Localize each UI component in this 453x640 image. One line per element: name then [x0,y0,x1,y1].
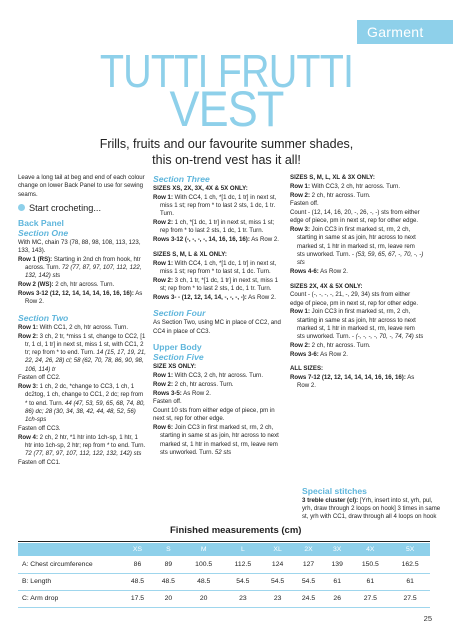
c3b-row3-text: As Row 2. [318,350,348,358]
s2-row3-text: 1 ch, 2 dc, *change to CC3, 1 ch, 1 dc2tog, 1 ch, change to CC1, 2 dc; rep from * to end. Turn. [25,383,144,407]
c3-row4 [290,268,424,276]
s2-row3-count: 44 (47, 53, 59, 65, 68, 74, 80, 86) dc; 28 (30, 34, 38, 42, 44, 48, 52, 56) 1ch-sps [25,399,145,423]
table-cell: 127 [293,556,324,573]
bullet-dot-icon [18,204,25,211]
s1-row1-text: Starting in 2nd ch from hook, htr across. Turn. [25,255,141,271]
start-heading [18,202,146,214]
back-panel-heading: Back Panel [18,217,64,228]
s5-row6-text: Join CC3 in first marked st, rm, 2 ch, starting in same st as join, htr across to next marked st, 1 htr in marked st, rm, leave rem sts unworked. Turn. [160,424,279,456]
table-cell: 139 [324,556,351,573]
c3-row4-lead: Rows 4-6: [290,267,319,275]
s2-row2-count: 14 (15, 17, 19, 21, 22, 24, 26, 28) cl; 58 (62, 70, 78, 86, 90, 98, 106, 114) tr [25,349,146,373]
table-cell: 100.5 [184,556,224,573]
s4-p1: As Section Two, using MC in place of CC2, and CC4 in place of CC3. [153,319,281,335]
table-cell: 48.5 [184,573,224,590]
s2-fasten3: Fasten off CC1. [18,458,61,466]
s1-row2 [18,281,146,289]
s3-row1 [153,194,283,219]
s5-row3-text: As Row 2. [181,389,211,397]
c3-row1-lead: Row 1: [290,182,310,190]
special-stitches-lead: 3 treble cluster (cl): [302,497,359,504]
c3-row3-lead: Row 3: [290,226,310,233]
s2-row1-lead: Row 1: [18,323,38,331]
table-cell: 86 [122,556,153,573]
table-header-cell [18,543,122,556]
c3-sizes-heading1-text: SIZES S, M, L, XL & 3X ONLY: [290,174,375,181]
c3-fasten: Fasten off. [290,200,319,208]
s2-row2-text: 3 ch, 2 tr, *miss 1 st, change to CC2, [1 tr, 1 cl, 1 tr] in next st, miss 1 st, with CC1, 2 tr; rep from * to end. Turn. [25,332,146,356]
s3b-row1-lead: Row 1: [153,259,173,267]
table-header-cell: XS [122,543,153,556]
s5-row1 [153,372,283,380]
s3-row2 [153,219,283,236]
s3b-row3-text: As Row 2. [246,293,276,301]
page-number: 25 [423,614,432,623]
s3-row2-text: 1 ch, *[1 dc, 1 tr] in next st, miss 1 st; rep from * to last 2 sts, 1 dc, 1 tr. Turn. [160,219,275,235]
c3-row2 [290,192,424,200]
table-cell: 17.5 [122,590,153,607]
table-cell: 162.5 [390,556,430,573]
c3-row1 [290,183,424,191]
table-cell: 124 [262,556,293,573]
table-cell: 112.5 [224,556,263,573]
c3-row3 [290,226,424,267]
s1-row1 [18,256,146,281]
s5-row2 [153,381,283,389]
s3b-sizes-heading-text: SIZES S, M, L & XL ONLY: [153,250,227,258]
table-cell: 61 [390,573,430,590]
table-cell: 27.5 [390,590,430,607]
s3b-row2-lead: Row 2: [153,276,173,284]
table-row [18,573,430,590]
s2-fasten1: Fasten off CC2. [18,374,61,382]
s5-row2-lead: Row 2: [153,380,173,388]
table-cell: 24.5 [293,590,324,607]
c3-row2-text: 2 ch, htr across. Turn. [309,191,371,199]
c3-row2-lead: Row 2: [290,191,310,199]
c3b-row2-text: 2 ch, htr across. Turn. [309,341,371,349]
s3b-row3 [153,294,283,302]
page-title-line1: TUTTI FRUTTI [99,45,354,97]
measurements-heading: Finished measurements (cm) [170,525,302,536]
table-cell: 23 [262,590,293,607]
table-cell: 54.5 [293,573,324,590]
section-badge: Garment [357,20,453,44]
table-cell: 26 [324,590,351,607]
section-five-heading: Section Five [153,352,204,363]
table-cell: 20 [184,590,224,607]
s2-row3 [18,383,146,424]
table-header-cell: S [153,543,184,556]
s2-row1 [18,324,146,332]
s3-sizes-heading [153,185,283,193]
c3-p1: Count - (12, 14, 16, 20, -, 26, -, -) sts from either edge of piece, pm in next st, rep for other edge. [290,209,420,225]
s1-row1-lead: Row 1 (RS): [18,255,53,263]
section-one-heading: Section One [18,227,69,238]
c3b-row2 [290,342,424,350]
s5-size-heading-text: SIZE XS ONLY: [153,363,197,371]
c3-p2: Count - (-, -, -, -, 21, -, 29, 34) sts from either edge of piece, pm in next st, rep for other edge. [290,291,419,307]
c3-row3-text: Join CC3 in first marked st, rm, 2 ch, starting in same st as join, htr across to next marked st, 1 htr in marked st, rm, leave rem sts unworked. Turn. [297,226,416,258]
s1-row2-lead: Row 2 (WS): [18,281,54,288]
c3-all-sizes-heading-text: ALL SIZES: [290,365,324,373]
s1-row3 [18,290,146,307]
table-cell: 48.5 [153,573,184,590]
s1-row3-text: As Row 2. [25,289,143,305]
start-label: Start crocheting... [29,202,102,213]
table-cell: 23 [224,590,263,607]
special-stitches-heading: Special stitches [302,486,367,496]
s2-row2-lead: Row 2: [18,332,38,340]
c3b-row3 [290,351,424,359]
column-2 [153,174,283,458]
upper-body-heading: Upper Body [153,342,202,353]
c3-sizes-heading2-text: SIZES 2X, 4X & 5X ONLY: [290,282,363,290]
table-header-row [18,543,430,556]
c3-row1-text: With CC3, 2 ch, htr across. Turn. [309,182,401,190]
intro-text: Leave a long tail at beg and end of each colour change on lower Back Panel to use for sewing seams. [18,174,145,198]
c3b-row3-lead: Rows 3-6: [290,350,319,358]
table-cell: B: Length [18,573,122,590]
s2-row4 [18,434,146,459]
s2-row2 [18,333,146,374]
c3-row3-count: - (53, 59, 65, 67, -, 70, -, -) sts [297,250,424,266]
s2-row4-text: 2 ch, 2 htr, *1 htr into 1ch-sp, 1 htr, 1 htr into 1ch-sp, 2 htr; rep from * to end. Turn. [25,433,146,449]
c3-row4-text: As Row 2. [318,267,348,275]
s3b-row1-text: With CC4, 1 ch, *[1 dc, 1 tr] in next st, miss 1 st; rep from * to last st, 1 dc. Turn. [160,259,277,275]
s1-row2-text: 2 ch, htr across. Turn. [53,281,115,288]
s3-row3-lead: Rows 3-12 (-, -, -, -, 14, 16, 16, 16): [153,236,250,243]
s3-row3-text: As Row 2. [249,236,279,243]
table-header-cell: 3X [324,543,351,556]
page-title-line2: VEST [169,81,284,137]
table-cell: 61 [350,573,390,590]
special-stitches-box [302,486,442,542]
c3b-row1 [290,308,424,341]
table-header-cell: M [184,543,224,556]
table-header-cell: L [224,543,263,556]
table-row [18,556,430,573]
s5-row2-text: 2 ch, htr across. Turn. [172,380,234,388]
table-cell: C: Arm drop [18,590,122,607]
table-cell: 48.5 [122,573,153,590]
table-cell: 150.5 [350,556,390,573]
c3-sizes-heading1 [290,174,424,182]
table-cell: A: Chest circumference [18,556,122,573]
c3b-row1-text: Join CC3 in first marked st, rm, 2 ch, starting in same st as join, htr across to next marked st, 1 htr in marked st, rm, leave rem sts unworked. Turn. [297,308,416,340]
s3b-row2-text: 3 ch, 1 tr, *[1 dc, 1 tr] in next st, miss 1 st; rep from * to last 2 sts, 1 dc, 1 tr. Turn. [160,276,278,292]
s2-row4-count: 72 (77, 87, 97, 107, 112, 122, 132, 142) sts [25,450,142,457]
special-stitches-text [302,497,442,522]
s5-size-heading [153,363,283,371]
subtitle-line2: this on-trend vest has it all! [152,153,301,167]
s1-p1: With MC, chain 73 (78, 88, 98, 108, 113, 123, 133, 143). [18,238,141,254]
section-three-heading: Section Three [153,174,210,184]
c3b-row1-count: - (-, -, -, -, 70, -, 74, 74) sts [351,333,424,340]
s3b-row3-lead: Rows 3- - (12, 12, 14, 14, -, -, -, -): [153,293,247,301]
s3b-sizes-heading [153,251,283,259]
s2-row3-lead: Row 3: [18,383,38,390]
s5-row6 [153,424,283,457]
s3-row1-text: With CC4, 1 ch, *[1 dc, 1 tr] in next st, miss 1 st; rep from * to last 2 sts, 1 dc, 1 tr. Turn. [160,193,277,218]
table-header-cell: 2X [293,543,324,556]
s2-row4-lead: Row 4: [18,433,38,441]
special-stitches-body: [Yrh, insert into st, yrh, pul, yrh, draw through 2 loops on hook] 3 times in same st, yrh with CC1, draw through all 4 loops on hook [302,497,441,521]
section-two-heading: Section Two [18,312,69,323]
table-cell: 27.5 [350,590,390,607]
table-row [18,590,430,607]
s1-row3-lead: Rows 3-12 (12, 12, 14, 14, 14, 16, 16, 16): [18,289,134,297]
c3c-row1-text: As Row 2. [297,374,415,390]
s5-row1-text: With CC3, 2 ch, htr across. Turn. [172,372,264,379]
table-header-cell: XL [262,543,293,556]
s1-row1-count: 72 (77, 87, 97, 107, 112, 122, 132, 142) sts [25,264,142,280]
table-cell: 61 [324,573,351,590]
c3c-row1-lead: Rows 7-12 (12, 12, 14, 14, 14, 16, 16, 16): [290,374,406,381]
c3c-row1 [290,374,424,391]
s5-p1: Count 10 sts from either edge of piece, pm in next st, rep for other edge. [153,407,275,423]
measurements-table [18,543,430,608]
s5-row3-lead: Rows 3-5: [153,389,182,397]
table-header-cell: 5X [390,543,430,556]
column-3 [290,174,424,391]
section-four-heading: Section Four [153,308,206,319]
c3b-row2-lead: Row 2: [290,341,310,349]
measurements-divider [18,541,430,542]
table-cell: 54.5 [262,573,293,590]
table-header-cell: 4X [350,543,390,556]
subtitle [0,136,453,168]
subtitle-line1: Frills, fruits and our favourite summer shades, [99,137,354,151]
s5-fasten: Fasten off. [153,398,182,406]
s3b-row1 [153,260,283,277]
table-cell: 89 [153,556,184,573]
s5-row3 [153,390,283,398]
c3-sizes-heading2 [290,283,424,291]
table-cell: 20 [153,590,184,607]
s5-row1-lead: Row 1: [153,372,173,379]
s3-row1-lead: Row 1: [153,193,173,201]
table-cell: 54.5 [224,573,263,590]
s2-fasten2: Fasten off CC3. [18,424,61,432]
s5-row6-lead: Row 6: [153,424,173,431]
s3-row3 [153,236,283,244]
column-1 [18,174,146,468]
s3-row2-lead: Row 2: [153,219,173,226]
s2-row1-text: With CC1, 2 ch, htr across. Turn. [37,323,129,331]
s5-row6-count: 52 sts [214,448,232,456]
s3b-row2 [153,277,283,294]
c3b-row1-lead: Row 1: [290,308,310,316]
c3-all-sizes-heading [290,365,424,373]
s3-sizes-heading-text: SIZES XS, 2X, 3X, 4X & 5X ONLY: [153,185,248,192]
